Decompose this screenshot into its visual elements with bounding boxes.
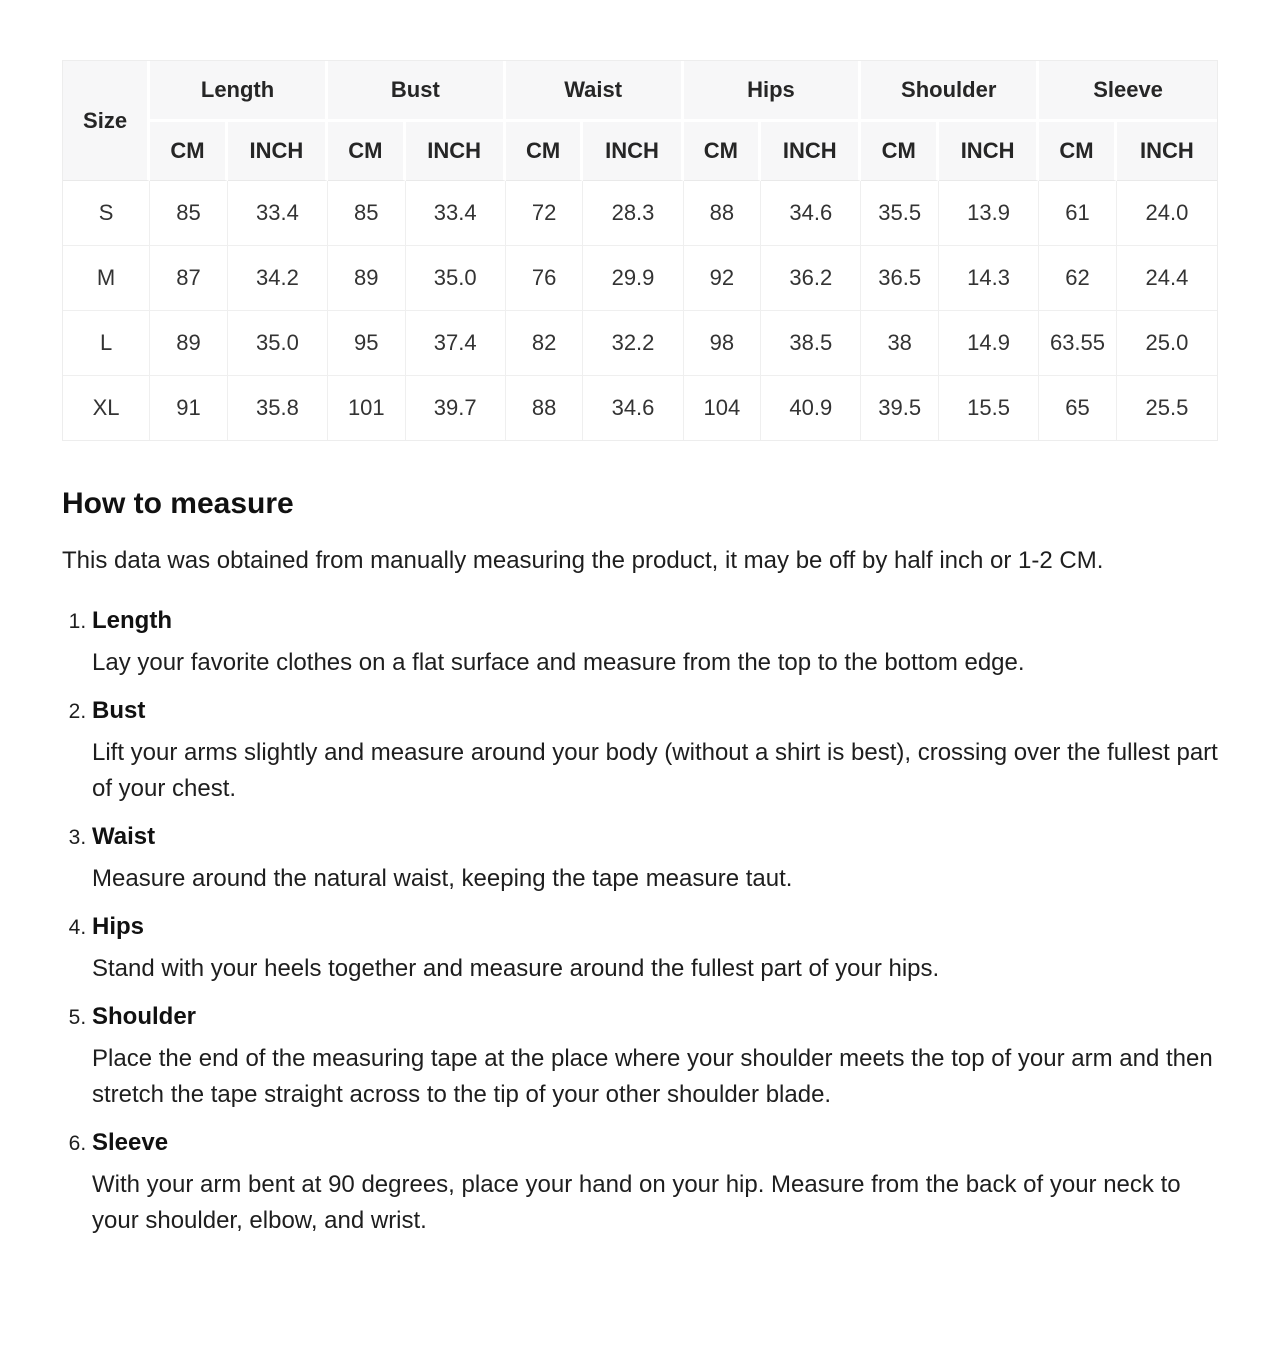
measure-disclaimer-text: This data was obtained from manually measuring the product, it may be off by half inch or 1-2 CM. xyxy=(62,547,1104,574)
list-item-length xyxy=(92,607,1218,681)
unit-header-cm: CM xyxy=(328,122,406,181)
measurement-value: 92 xyxy=(684,246,762,311)
measurement-value: 40.9 xyxy=(761,376,861,440)
measurement-value: 101 xyxy=(328,376,406,440)
size-cell: M xyxy=(63,246,150,311)
measurement-header-sleeve: Sleeve xyxy=(1039,61,1217,122)
measurement-value: 89 xyxy=(328,246,406,311)
measurement-value: 14.9 xyxy=(939,311,1039,376)
step-term: 4. Hips xyxy=(92,913,145,940)
measurement-value: 33.4 xyxy=(228,181,328,246)
measurement-value: 25.5 xyxy=(1117,376,1217,440)
measurement-value: 85 xyxy=(328,181,406,246)
table-row-size-xl xyxy=(63,376,1217,440)
measurement-value: 62 xyxy=(1039,246,1117,311)
measurement-value: 29.9 xyxy=(583,246,683,311)
list-item-sleeve xyxy=(92,1129,1218,1239)
unit-header-cm: CM xyxy=(150,122,228,181)
measurement-value: 14.3 xyxy=(939,246,1039,311)
measurement-value: 61 xyxy=(1039,181,1117,246)
list-item-bust xyxy=(92,697,1218,807)
unit-header-cm: CM xyxy=(1039,122,1117,181)
unit-header-inch: INCH xyxy=(583,122,683,181)
measurement-header-shoulder: Shoulder xyxy=(861,61,1039,122)
unit-header-inch: INCH xyxy=(939,122,1039,181)
measurement-value: 95 xyxy=(328,311,406,376)
measurement-header-hips: Hips xyxy=(684,61,862,122)
measurement-value: 38 xyxy=(861,311,939,376)
measurement-value: 28.3 xyxy=(583,181,683,246)
measurement-value: 91 xyxy=(150,376,228,440)
step-description: Lay your favorite clothes on a flat surface and measure from the top to the bottom edge. xyxy=(92,649,1025,676)
measurement-value: 88 xyxy=(684,181,762,246)
measurement-value: 36.2 xyxy=(761,246,861,311)
measure-steps-list xyxy=(62,607,1218,1239)
measurement-value: 37.4 xyxy=(406,311,506,376)
measurement-value: 13.9 xyxy=(939,181,1039,246)
size-column-header: Size xyxy=(63,61,150,181)
measurement-value: 38.5 xyxy=(761,311,861,376)
unit-header-cm: CM xyxy=(506,122,584,181)
step-term: 3. Waist xyxy=(92,823,156,850)
measurement-header-waist: Waist xyxy=(506,61,684,122)
measurement-value: 104 xyxy=(684,376,762,440)
list-item-shoulder xyxy=(92,1003,1218,1113)
measurement-value: 34.6 xyxy=(583,376,683,440)
list-item-hips xyxy=(92,913,1218,987)
measurement-value: 63.55 xyxy=(1039,311,1117,376)
step-term: 2. Bust xyxy=(92,697,146,724)
measurement-value: 15.5 xyxy=(939,376,1039,440)
measurement-value: 87 xyxy=(150,246,228,311)
measurement-value: 82 xyxy=(506,311,584,376)
size-cell: S xyxy=(63,181,150,246)
measurement-value: 34.6 xyxy=(761,181,861,246)
unit-header-inch: INCH xyxy=(761,122,861,181)
unit-header-inch: INCH xyxy=(1117,122,1217,181)
unit-header-inch: INCH xyxy=(228,122,328,181)
size-cell: L xyxy=(63,311,150,376)
measurement-value: 88 xyxy=(506,376,584,440)
table-row-size-s xyxy=(63,181,1217,246)
step-term: 6. Sleeve xyxy=(92,1129,169,1156)
step-description: Place the end of the measuring tape at the place where your shoulder meets the top of your arm and then stretch the tape straight across to the tip of your other shoulder blade. xyxy=(92,1045,1213,1108)
measurement-value: 85 xyxy=(150,181,228,246)
table-row-size-m xyxy=(63,246,1217,311)
unit-header-cm: CM xyxy=(861,122,939,181)
step-term: 1. Length xyxy=(92,607,172,634)
measurement-value: 72 xyxy=(506,181,584,246)
measurement-value: 39.7 xyxy=(406,376,506,440)
measurement-value: 65 xyxy=(1039,376,1117,440)
measurement-value: 35.0 xyxy=(228,311,328,376)
measurement-value: 33.4 xyxy=(406,181,506,246)
measurement-value: 35.8 xyxy=(228,376,328,440)
table-row-size-l xyxy=(63,311,1217,376)
measurement-header-row xyxy=(63,61,1217,122)
unit-header-inch: INCH xyxy=(406,122,506,181)
measurement-value: 76 xyxy=(506,246,584,311)
measurement-value: 39.5 xyxy=(861,376,939,440)
size-chart-table xyxy=(62,60,1218,441)
step-description: Measure around the natural waist, keeping the tape measure taut. xyxy=(92,865,793,892)
measurement-value: 24.4 xyxy=(1117,246,1217,311)
step-description: Lift your arms slightly and measure around your body (without a shirt is best), crossing over the fullest part of your chest. xyxy=(92,739,1218,802)
measurement-value: 89 xyxy=(150,311,228,376)
measurement-value: 35.0 xyxy=(406,246,506,311)
measurement-value: 25.0 xyxy=(1117,311,1217,376)
unit-header-row xyxy=(63,122,1217,181)
step-description: With your arm bent at 90 degrees, place your hand on your hip. Measure from the back of your neck to your shoulder, elbow, and wrist. xyxy=(92,1171,1181,1234)
step-description: Stand with your heels together and measure around the fullest part of your hips. xyxy=(92,955,940,982)
step-term: 5. Shoulder xyxy=(92,1003,197,1030)
measurement-header-bust: Bust xyxy=(328,61,506,122)
measurement-value: 36.5 xyxy=(861,246,939,311)
how-to-measure-title: How to measure xyxy=(62,487,294,520)
measurement-value: 98 xyxy=(684,311,762,376)
measurement-value: 32.2 xyxy=(583,311,683,376)
list-item-waist xyxy=(92,823,1218,897)
measurement-header-length: Length xyxy=(150,61,328,122)
size-cell: XL xyxy=(63,376,150,440)
measurement-value: 24.0 xyxy=(1117,181,1217,246)
measurement-value: 35.5 xyxy=(861,181,939,246)
unit-header-cm: CM xyxy=(684,122,762,181)
measurement-value: 34.2 xyxy=(228,246,328,311)
